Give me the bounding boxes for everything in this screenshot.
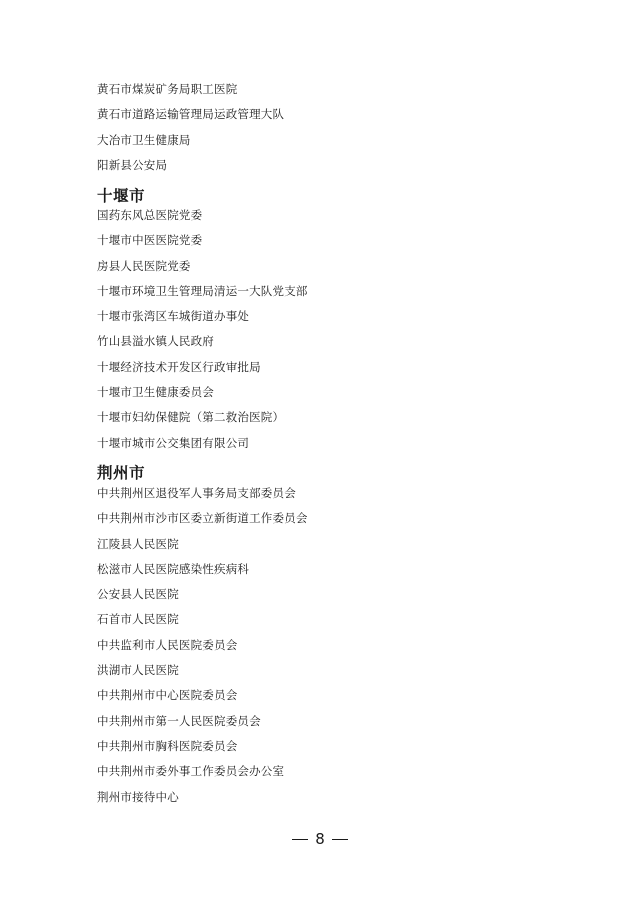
prev-section-list	[97, 77, 577, 178]
list-item: 十堰市张湾区车城街道办事处	[97, 309, 250, 324]
list-item: 十堰市城市公交集团有限公司	[97, 435, 250, 450]
section-heading: 十堰市	[97, 187, 146, 205]
list-item: 竹山县溢水镇人民政府	[97, 334, 214, 349]
section-heading: 荆州市	[97, 464, 146, 482]
list-item: 阳新县公安局	[97, 157, 168, 172]
list-item: 石首市人民医院	[97, 612, 179, 627]
list-item: 中共荆州市沙市区委立新街道工作委员会	[97, 511, 308, 526]
left-dash	[292, 839, 308, 841]
list-item: 中共荆州区退役军人事务局支部委员会	[97, 486, 296, 500]
list-item: 中共荆州市委外事工作委员会办公室	[97, 764, 285, 779]
list-item: 洪湖市人民医院	[97, 663, 179, 678]
list-item: 国药东风总医院党委	[97, 208, 203, 222]
list-item: 十堰市妇幼保健院（第二救治医院）	[97, 410, 285, 425]
list-item: 大冶市卫生健康局	[97, 132, 191, 147]
list-item: 公安县人民医院	[97, 587, 179, 602]
right-dash	[332, 839, 348, 841]
jingzhou-section-list	[97, 481, 577, 810]
list-item: 十堰市卫生健康委员会	[97, 385, 214, 400]
list-item: 荆州市接待中心	[97, 789, 179, 804]
list-item: 黄石市道路运输管理局运政管理大队	[97, 107, 285, 122]
shiyan-section-list	[97, 203, 577, 456]
list-item: 黄石市煤炭矿务局职工医院	[97, 82, 238, 96]
list-item: 十堰市环境卫生管理局清运一大队党支部	[97, 283, 308, 298]
list-item: 中共荆州市第一人民医院委员会	[97, 713, 261, 728]
list-item: 江陵县人民医院	[97, 536, 179, 551]
page-footer	[0, 828, 640, 850]
list-item: 中共荆州市中心医院委员会	[97, 688, 238, 703]
list-item: 十堰市中医医院党委	[97, 233, 203, 248]
list-item: 中共荆州市胸科医院委员会	[97, 738, 238, 753]
list-item: 房县人民医院党委	[97, 258, 191, 273]
list-item: 十堰经济技术开发区行政审批局	[97, 359, 261, 374]
list-item: 松滋市人民医院感染性疾病科	[97, 561, 250, 576]
list-item: 中共监利市人民医院委员会	[97, 637, 238, 652]
page-number: 8	[315, 830, 325, 848]
